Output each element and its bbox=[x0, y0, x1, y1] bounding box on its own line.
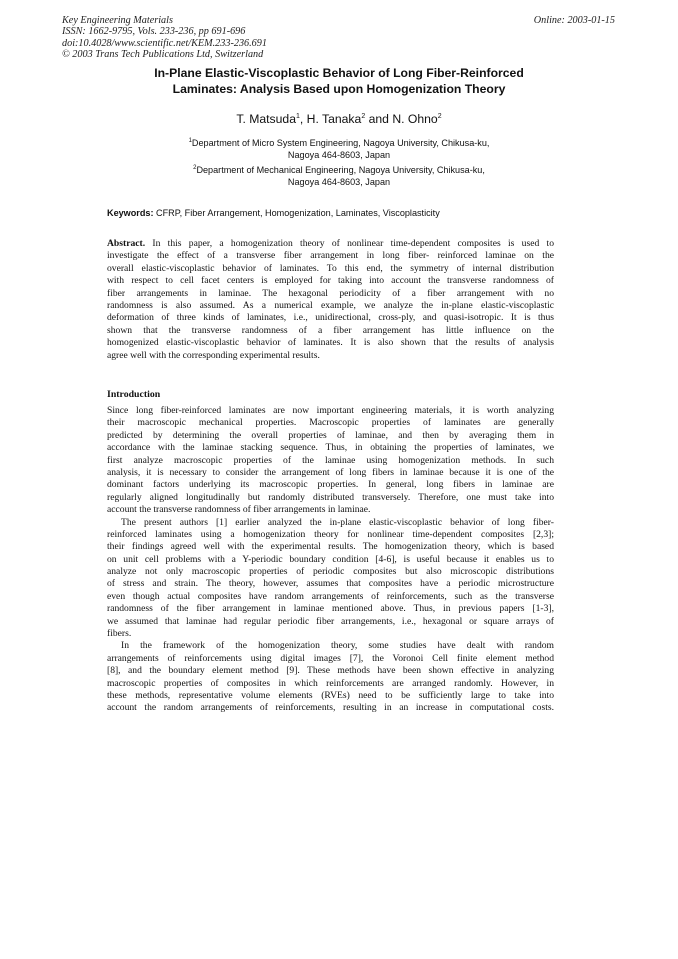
title-line-1: In-Plane Elastic-Viscoplastic Behavior of Long Fiber-Reinforced bbox=[154, 66, 524, 80]
introduction-body bbox=[107, 405, 554, 715]
intro-line: dominant factors underlying its macroscopic properties. In general, long fibers in laminae are bbox=[107, 479, 554, 491]
abstract-line: Abstract. In this paper, a homogenization theory of nonlinear time-dependent composites is used to bbox=[107, 238, 554, 249]
keywords-text: CFRP, Fiber Arrangement, Homogenization, Laminates, Viscoplasticity bbox=[153, 208, 440, 218]
abstract-line: agree well with the corresponding experimental results. bbox=[107, 349, 320, 361]
journal-name: Key Engineering Materials bbox=[62, 15, 173, 26]
affiliation-2-line-2: Nagoya 464-8603, Japan bbox=[287, 177, 391, 188]
author-3-affiliation: 2 bbox=[437, 112, 442, 120]
abstract-line: overall elastic-viscoplastic behavior of laminates. To this end, the symmetry of internal distribution bbox=[107, 262, 554, 274]
keywords-label: Keywords: bbox=[107, 208, 154, 218]
intro-line: Since long fiber-reinforced laminates are now important engineering materials, it is worth analyzing bbox=[107, 405, 554, 416]
abstract-line: homogenized elastic-viscoplastic behavior of laminates. It is also shown that the results of analysis bbox=[107, 337, 554, 349]
intro-line: account the transverse randomness of fiber arrangements in laminae. bbox=[107, 504, 371, 516]
abstract-line: deformation of three kinds of laminates, i.e., unidirectional, cross-ply, and quasi-isotropic. It is thus bbox=[107, 312, 554, 324]
intro-line: In the framework of the homogenization theory, some studies have dealt with random bbox=[121, 640, 554, 652]
affiliation-1-line-2: Nagoya 464-8603, Japan bbox=[287, 150, 391, 161]
abstract-line: randomness is also assumed. As a numerical example, we analyze the in-plane elastic-viscoplastic bbox=[107, 299, 554, 311]
intro-line: predicted by determining the overall properties of laminae, and then by averaging them in bbox=[107, 429, 554, 441]
paper-title bbox=[62, 66, 616, 97]
author-list bbox=[62, 112, 616, 126]
intro-line: regularly aligned longitudinally but randomly distributed transversely. Therefore, one must take into bbox=[107, 491, 554, 503]
intro-line: reinforced laminates using a homogenization theory for nonlinear time-dependent composites [2,3]; bbox=[107, 528, 554, 540]
copyright-line: © 2003 Trans Tech Publications Ltd, Switzerland bbox=[62, 48, 264, 60]
intro-line: analyze not only macroscopic properties of periodic composites but also microscopic distributions bbox=[107, 566, 554, 578]
intro-line: randomness of the fiber arrangement in laminae mentioned above. Thus, in previous papers [1-3], bbox=[107, 603, 554, 615]
intro-line: analysis, it is necessary to consider the arrangement of long fibers in laminae because it is one of the bbox=[107, 466, 554, 478]
issn-line: ISSN: 1662-9795, Vols. 233-236, pp 691-696 bbox=[62, 26, 246, 38]
affiliation-1-line-1: Department of Micro System Engineering, Nagoya University, Chikusa-ku, bbox=[191, 138, 490, 149]
intro-line: even though actual composites have random arrangements of reinforcements, such as the transverse bbox=[107, 590, 554, 602]
abstract-line: fiber arrangements in laminae. The hexagonal periodicity of a fiber arrangement with no bbox=[107, 287, 554, 299]
intro-line: first analyze macroscopic properties of the laminae using homogenization methods. In such bbox=[107, 454, 554, 466]
doi-line: doi:10.4028/www.scientific.net/KEM.233-236.691 bbox=[62, 37, 267, 49]
author-3: and N. Ohno bbox=[365, 112, 438, 126]
section-heading-introduction: Introduction bbox=[107, 389, 161, 400]
intro-line: [8], and the boundary element method [9]. These methods have been shown effective in analyzing bbox=[107, 665, 554, 677]
affiliation-2-marker: 2 bbox=[193, 165, 197, 171]
affiliation-1 bbox=[62, 135, 616, 161]
author-2: , H. Tanaka bbox=[299, 112, 362, 126]
author-1-affiliation: 1 bbox=[295, 112, 300, 120]
journal-header bbox=[62, 15, 267, 60]
intro-line: arrangements of reinforcements using digital images [7], the Voronoi Cell finite element method bbox=[107, 652, 554, 664]
affiliation-2-line-1: Department of Mechanical Engineering, Nagoya University, Chikusa-ku, bbox=[196, 165, 485, 176]
intro-line: we assumed that laminae had regular periodic fiber arrangements, i.e., hexagonal or square arrays of bbox=[107, 615, 554, 627]
author-2-affiliation: 2 bbox=[361, 112, 366, 120]
intro-line: The present authors [1] earlier analyzed the in-plane elastic-viscoplastic behavior of long fiber- bbox=[121, 516, 554, 528]
keywords bbox=[107, 208, 440, 218]
online-date: Online: 2003-01-15 bbox=[533, 15, 615, 26]
intro-line: account the random arrangements of reinforcements, resulting in an increase in computational costs. bbox=[107, 702, 554, 714]
intro-line: fibers. bbox=[107, 628, 132, 640]
abstract-label: Abstract. bbox=[107, 238, 146, 249]
intro-line: these methods, representative volume elements (RVEs) need to be sufficiently large to take into bbox=[107, 689, 554, 701]
intro-line: of stress and strain. The theory, however, assumes that composites have a periodic microstructure bbox=[107, 578, 554, 590]
intro-line: their findings agreed well with the experimental results. The homogenization theory, which is based bbox=[107, 541, 554, 553]
abstract-line: with respect to cell facet centers is employed for taking into account the transverse randomness of bbox=[107, 275, 554, 287]
abstract-line: investigate the effect of a transverse fiber arrangement in long fiber- reinforced laminae on the bbox=[107, 250, 554, 262]
intro-line: accordance with the laminae stacking sequence. Thus, in obtaining the properties of laminates, we bbox=[107, 442, 554, 454]
intro-line: their macroscopic mechanical properties. Macroscopic properties of laminates are generally bbox=[107, 417, 554, 429]
affiliation-2 bbox=[62, 162, 616, 188]
intro-line: macroscopic properties of composites in which reinforcements are arranged randomly. However, in bbox=[107, 677, 554, 689]
abstract-line: shown that the transverse randomness of a fiber arrangement has little influence on the bbox=[107, 324, 554, 336]
abstract bbox=[107, 238, 554, 362]
author-1: T. Matsuda bbox=[236, 112, 296, 126]
intro-line: on unit cell problems with a Y-periodic boundary condition [4-6], is useful because it enables us to bbox=[107, 553, 554, 565]
title-line-2: Laminates: Analysis Based upon Homogenization Theory bbox=[172, 81, 506, 96]
affiliation-1-marker: 1 bbox=[188, 138, 192, 144]
